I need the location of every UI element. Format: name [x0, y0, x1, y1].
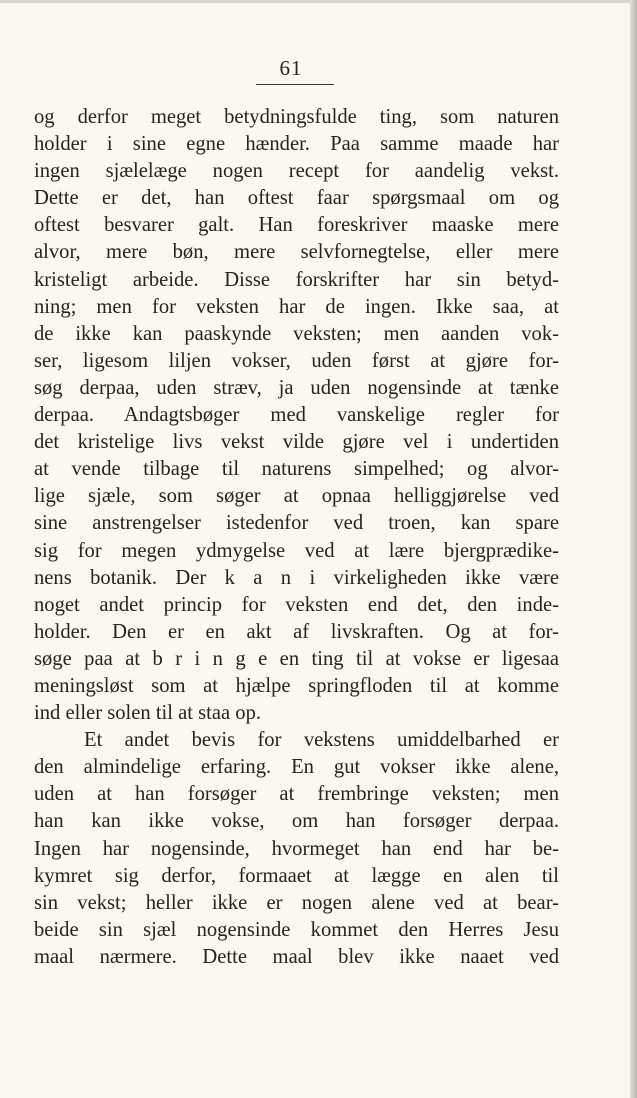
body-text [34, 104, 559, 971]
text-line: sig for megen ydmygelse ved at lære bjergprædike- [34, 539, 559, 562]
text-line: oftest besvarer galt. Han foreskriver maaske mere [34, 214, 559, 237]
text-line: han kan ikke vokse, om han forsøger derpaa. [34, 810, 559, 833]
text-line: derpaa. Andagtsbøger med vanskelige regler for [34, 404, 559, 427]
text-line: uden at han forsøger at frembringe veksten; men [34, 783, 559, 806]
text-line: den almindelige erfaring. En gut vokser ikke alene, [34, 756, 559, 779]
page-number: 61 [279, 56, 303, 80]
text-line: kymret sig derfor, formaaet at lægge en alen til [34, 864, 559, 887]
text-line: Ingen har nogensinde, hvormeget han end har be- [34, 837, 559, 860]
paragraph-start-line: Et andet bevis for vekstens umiddelbarhed er [84, 729, 559, 752]
text-line: Dette er det, han oftest faar spørgsmaal om og [34, 187, 559, 210]
text-line: søg derpaa, uden stræv, ja uden nogensinde at tænke [34, 376, 559, 399]
text-line: ingen sjælelæge nogen recept for aandelig vekst. [34, 160, 559, 183]
text-line: og derfor meget betydningsfulde ting, som naturen [34, 106, 559, 128]
page-top-edge [0, 0, 637, 3]
text-line: de ikke kan paaskynde veksten; men aanden vok- [34, 322, 559, 345]
text-line: sin vekst; heller ikke er nogen alene ved at bear- [34, 891, 559, 914]
text-line: lige sjæle, som søger at opnaa helliggjørelse ved [34, 485, 559, 508]
text-line: nens botanik. Der k a n i virkeligheden ikke være [34, 566, 559, 589]
text-line: ser, ligesom liljen vokser, uden først at gjøre for- [34, 349, 559, 372]
text-line: noget andet princip for veksten end det, den inde- [34, 593, 559, 616]
text-line: kristeligt arbeide. Disse forskrifter har sin betyd- [34, 268, 559, 291]
text-line: holder i sine egne hænder. Paa samme maade har [34, 133, 559, 156]
text-line: alvor, mere bøn, mere selvfornegtelse, eller mere [34, 241, 559, 264]
text-line: ning; men for veksten har de ingen. Ikke saa, at [34, 295, 559, 318]
text-line: meningsløst som at hjælpe springfloden til at komme [34, 674, 559, 697]
paragraph-end-line: ind eller solen til at staa op. [34, 702, 262, 725]
text-line: holder. Den er en akt af livskraften. Og at for- [34, 620, 559, 643]
text-line: at vende tilbage til naturens simpelhed; og alvor- [34, 458, 559, 481]
text-line: det kristelige livs vekst vilde gjøre vel i undertiden [34, 431, 559, 454]
text-line: maal nærmere. Dette maal blev ikke naaet ved [34, 945, 559, 968]
page-right-edge [630, 0, 637, 1098]
text-line: søge paa at b r i n g e en ting til at vokse er ligesaa [34, 647, 559, 670]
page-number-rule [256, 84, 334, 85]
text-line: sine anstrengelser istedenfor ved troen, kan spare [34, 512, 559, 535]
text-line: beide sin sjæl nogensinde kommet den Herres Jesu [34, 918, 559, 941]
